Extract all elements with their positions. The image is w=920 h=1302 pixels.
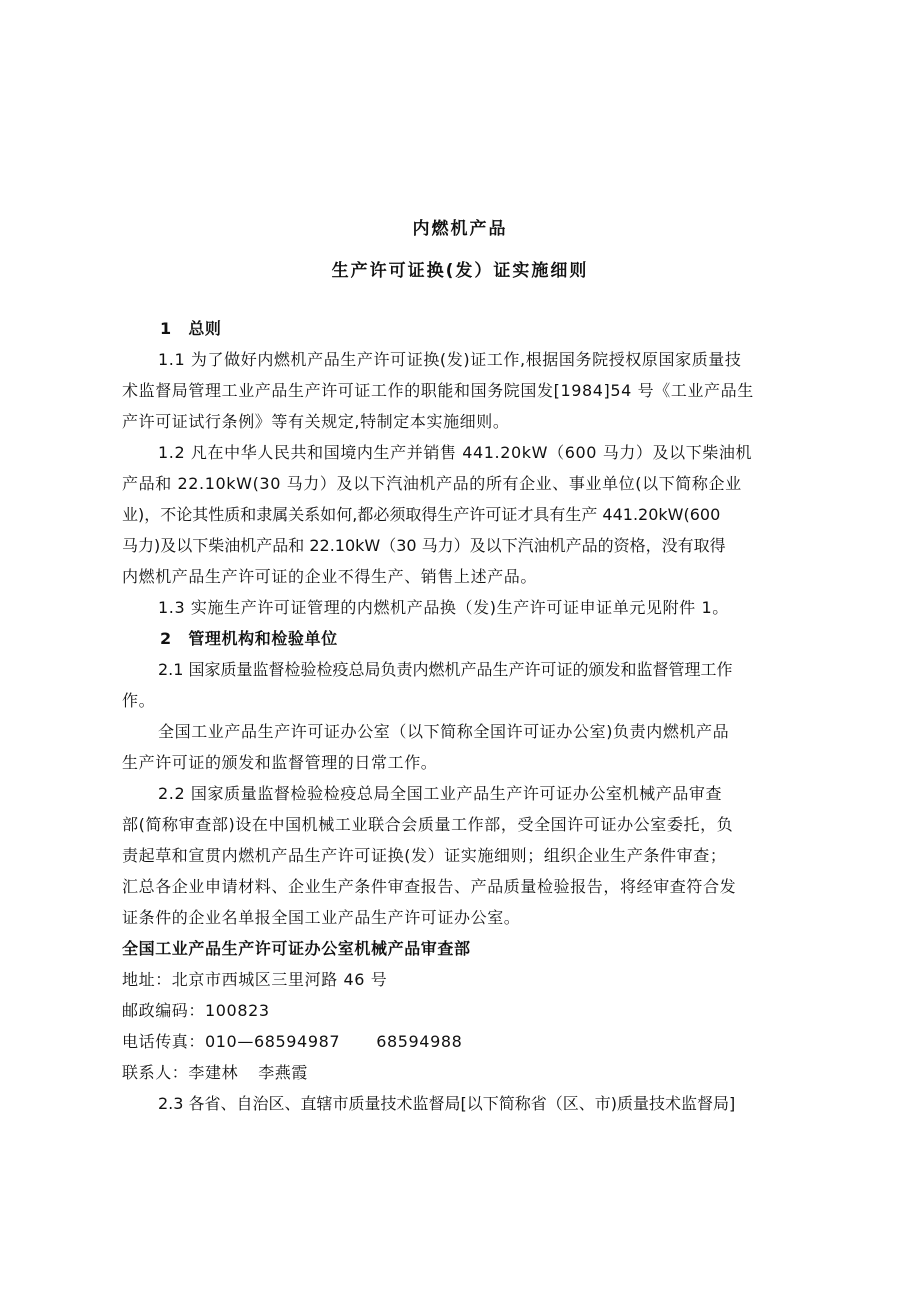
document-title-line-2: 生产许可证换(发）证实施细则 <box>331 261 589 281</box>
paragraph-line: 生产许可证的颁发和监督管理的日常工作。 <box>122 753 438 772</box>
section-heading-2: 2 管理机构和检验单位 <box>160 629 338 648</box>
paragraph-line: 2.3 各省、自治区、直辖市质量技术监督局[以下简称省（区、市)质量技术监督局] <box>158 1094 736 1113</box>
paragraph-line: 作。 <box>122 691 156 710</box>
contact-phone-row <box>122 1031 812 1053</box>
paragraph-line: 1.3 实施生产许可证管理的内燃机产品换（发)生产许可证申证单元见附件 1。 <box>158 598 729 617</box>
contact-address: 地址：北京市西城区三里河路 46 号 <box>122 970 388 989</box>
paragraph-line: 2.1 国家质量监督检验检疫总局负责内燃机产品生产许可证的颁发和监督管理工作 <box>158 660 733 679</box>
paragraph-line: 内燃机产品生产许可证的企业不得生产、销售上述产品。 <box>122 567 538 586</box>
contact-person: 联系人：李建林 <box>122 1063 239 1082</box>
paragraph-line: 责起草和宣贯内燃机产品生产许可证换(发）证实施细则；组织企业生产条件审查； <box>122 846 727 865</box>
contact-phone: 电话传真：010—68594987 <box>122 1032 341 1051</box>
contact-postal-code: 邮政编码：100823 <box>122 1001 270 1020</box>
paragraph-line: 1.2 凡在中华人民共和国境内生产并销售 441.20kW（600 马力）及以下柴油机 <box>158 443 753 462</box>
contact-heading: 全国工业产品生产许可证办公室机械产品审查部 <box>122 939 471 958</box>
contact-phone-2: 68594988 <box>376 1032 463 1051</box>
paragraph-line: 产许可证试行条例》等有关规定,特制定本实施细则。 <box>122 412 510 431</box>
paragraph-line: 2.2 国家质量监督检验检疫总局全国工业产品生产许可证办公室机械产品审查 <box>158 784 723 803</box>
paragraph-line: 全国工业产品生产许可证办公室（以下简称全国许可证办公室)负责内燃机产品 <box>158 722 730 741</box>
paragraph-line: 马力)及以下柴油机产品和 22.10kW（30 马力）及以下汽油机产品的资格，没有取得 <box>122 536 726 555</box>
paragraph-line: 汇总各企业申请材料、企业生产条件审查报告、产品质量检验报告，将经审查符合发 <box>122 877 737 896</box>
paragraph-line: 术监督局管理工业产品生产许可证工作的职能和国务院国发[1984]54 号《工业产品生 <box>122 381 754 400</box>
section-heading-1: 1 总则 <box>160 319 222 338</box>
paragraph-line: 产品和 22.10kW(30 马力）及以下汽油机产品的所有企业、事业单位(以下简称企业 <box>122 474 742 493</box>
paragraph-line: 证条件的企业名单报全国工业产品生产许可证办公室。 <box>122 908 521 927</box>
contact-person-row <box>122 1062 812 1084</box>
paragraph-line: 部(简称审查部)设在中国机械工业联合会质量工作部，受全国许可证办公室委托，负 <box>122 815 734 834</box>
contact-person-2: 李燕霞 <box>258 1063 309 1082</box>
paragraph-line: 1.1 为了做好内燃机产品生产许可证换(发)证工作,根据国务院授权原国家质量技 <box>158 350 742 369</box>
document-title-line-1: 内燃机产品 <box>412 219 508 239</box>
paragraph-line: 业)，不论其性质和隶属关系如何,都必须取得生产许可证才具有生产 441.20kW(600 <box>122 505 721 524</box>
